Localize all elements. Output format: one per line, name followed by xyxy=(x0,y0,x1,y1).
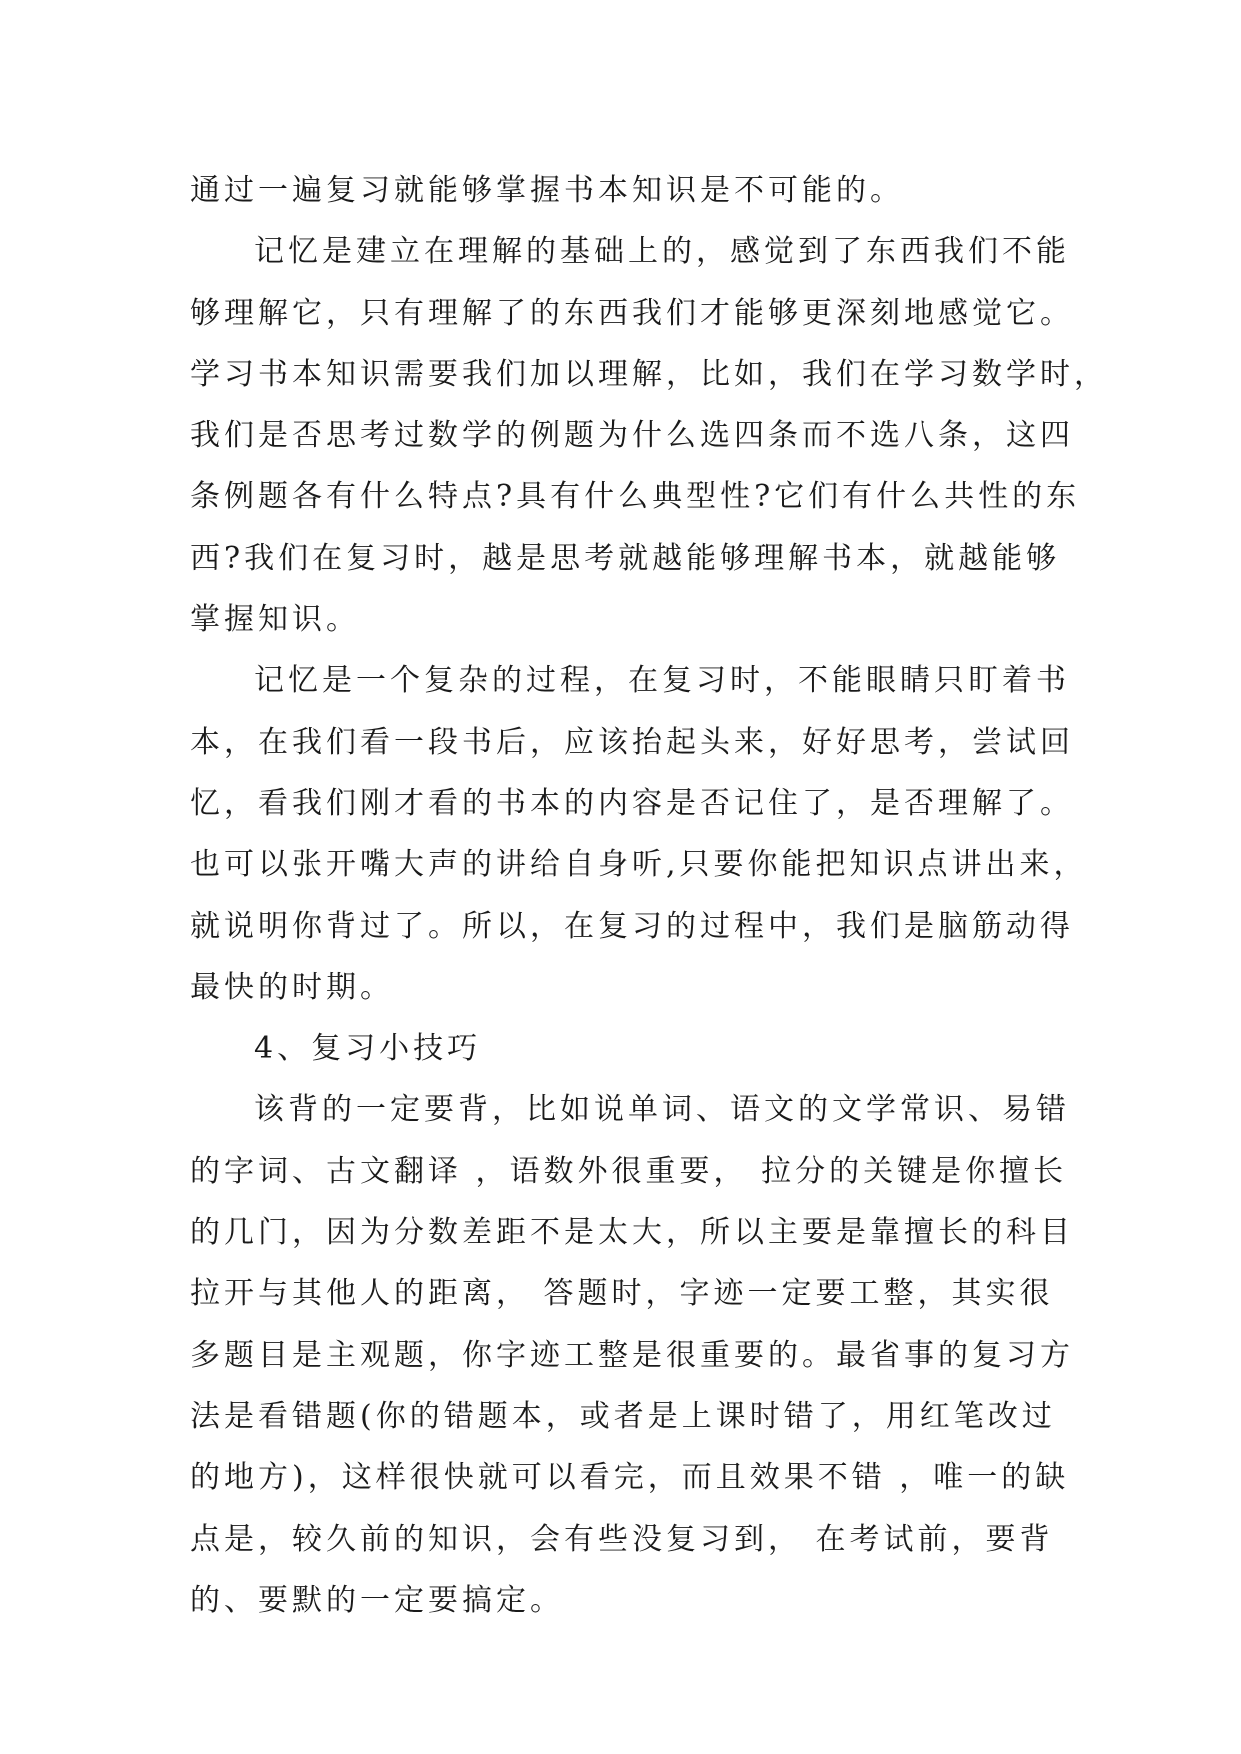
text-line: 西?我们在复习时，越是思考就越能够理解书本，就越能够 xyxy=(190,540,1061,576)
heading-line: 4、复习小技巧 xyxy=(254,1031,482,1067)
text-line: 学习书本知识需要我们加以理解，比如，我们在学习数学时， xyxy=(190,356,1108,392)
text-line: 掌握知识。 xyxy=(190,602,360,638)
paragraph xyxy=(190,221,1108,650)
text-line: 的、要默的一定要搞定。 xyxy=(190,1582,564,1618)
document-body xyxy=(190,160,1108,1631)
text-line: 就说明你背过了。所以，在复习的过程中，我们是脑筋动得 xyxy=(190,908,1074,944)
text-line: 最快的时期。 xyxy=(190,969,394,1005)
paragraph xyxy=(190,650,1088,1018)
text-line: 的几门，因为分数差距不是太大，所以主要是靠擅长的科目 xyxy=(190,1215,1074,1251)
text-line: 记忆是一个复杂的过程，在复习时，不能眼睛只盯着书 xyxy=(254,663,1070,699)
section-heading xyxy=(190,1018,1060,1079)
text-line: 拉开与其他人的距离， 答题时，字迹一定要工整，其实很 xyxy=(190,1276,1054,1312)
paragraph xyxy=(190,160,1060,221)
text-line: 忆，看我们刚才看的书本的内容是否记住了，是否理解了。 xyxy=(190,785,1074,821)
text-line: 也可以张开嘴大声的讲给自身听,只要你能把知识点讲出来， xyxy=(190,847,1088,883)
text-line: 的地方)，这样很快就可以看完，而且效果不错 ，唯一的缺 xyxy=(190,1460,1070,1496)
text-line: 多题目是主观题，你字迹工整是很重要的。最省事的复习方 xyxy=(190,1337,1074,1373)
text-line: 够理解它，只有理解了的东西我们才能够更深刻地感觉它。 xyxy=(190,295,1074,331)
text-line: 点是，较久前的知识，会有些没复习到， 在考试前，要背 xyxy=(190,1521,1054,1557)
text-line: 的字词、古文翻译 ，语数外很重要， 拉分的关键是你擅长 xyxy=(190,1153,1068,1189)
text-line: 我们是否思考过数学的例题为什么选四条而不选八条，这四 xyxy=(190,418,1074,454)
text-line: 条例题各有什么特点?具有什么典型性?它们有什么共性的东 xyxy=(190,479,1081,515)
text-line: 通过一遍复习就能够掌握书本知识是不可能的。 xyxy=(190,173,904,208)
text-line: 该背的一定要背，比如说单词、语文的文学常识、易错 xyxy=(254,1092,1070,1128)
paragraph xyxy=(190,1079,1074,1631)
text-line: 本，在我们看一段书后，应该抬起头来，好好思考，尝试回 xyxy=(190,724,1074,760)
text-line: 记忆是建立在理解的基础上的，感觉到了东西我们不能 xyxy=(254,234,1070,270)
text-line: 法是看错题(你的错题本，或者是上课时错了，用红笔改过 xyxy=(190,1398,1056,1434)
